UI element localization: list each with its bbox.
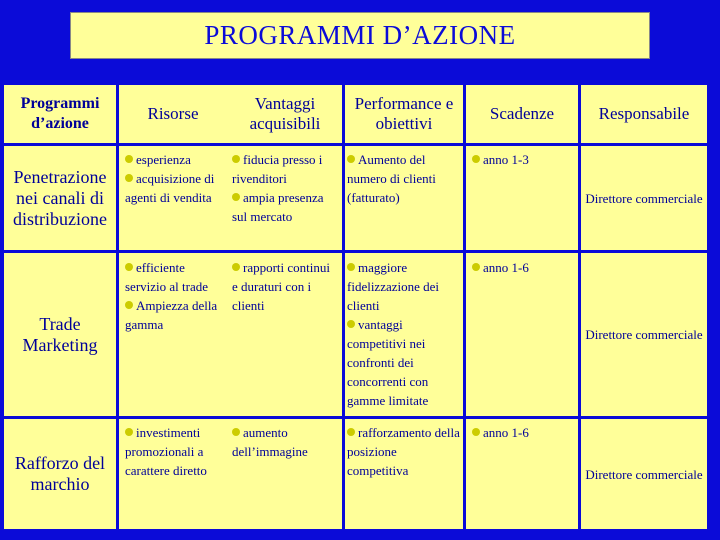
row3-performance [345, 419, 463, 529]
row1-responsabile-text: Direttore commerciale [585, 190, 703, 206]
bullet-icon [472, 155, 480, 163]
row3-programma-text: Rafforzo del marchio [14, 453, 106, 494]
bullet-icon [232, 428, 240, 436]
row3-risorsa-1: investimenti promozionali a carattere diretto [125, 425, 207, 478]
row3-responsabile-text: Direttore commerciale [585, 466, 703, 482]
row2-responsabile [581, 253, 707, 416]
row2-responsabile-text: Direttore commerciale [585, 327, 703, 342]
row1-risorse-vantaggi [119, 146, 342, 250]
bullet-icon [347, 320, 355, 328]
row1-vantaggio-1: fiducia presso i rivenditori [232, 152, 323, 186]
row1-scadenza: anno 1-3 [483, 152, 529, 167]
row1-scadenze [466, 146, 578, 250]
header-vantaggi: Vantaggi acquisibili [249, 94, 321, 133]
header-risorse: Risorse [147, 104, 199, 123]
bullet-icon [232, 263, 240, 271]
row2-performance-1: maggiore fidelizzazione dei clienti [347, 260, 440, 313]
row1-responsabile [581, 146, 707, 250]
row2-scadenza: anno 1-6 [483, 260, 529, 275]
bullet-icon [125, 174, 133, 182]
bullet-icon [125, 155, 133, 163]
bullet-icon [347, 428, 355, 436]
row1-performance [345, 146, 463, 250]
row3-risorse-vantaggi [119, 419, 342, 529]
header-programmi: Programmi d’azione [4, 85, 116, 143]
row1-risorsa-2: acquisizione di agenti di vendita [125, 171, 215, 205]
row3-scadenze [466, 419, 578, 529]
row2-scadenze [466, 253, 578, 416]
header-performance: Performance e obiettivi [345, 85, 463, 143]
row1-risorsa-1: esperienza [125, 150, 229, 169]
bullet-icon [472, 428, 480, 436]
header-responsabile: Responsabile [581, 85, 707, 143]
row2-risorsa-2: Ampiezza della gamma [125, 298, 218, 332]
bullet-icon [347, 155, 355, 163]
row2-programma-text: Trade Marketing [22, 313, 98, 355]
row1-programma-text: Penetrazione nei canali di distribuzione [13, 166, 107, 229]
row3-performance-1: rafforzamento della posizione competitiva [347, 425, 460, 478]
bullet-icon [125, 428, 133, 436]
bullet-icon [347, 263, 355, 271]
row2-risorse-vantaggi [119, 253, 342, 416]
row1-performance-1: Aumento del numero di clienti (fatturato) [347, 152, 436, 205]
row2-performance-2: vantaggi competitivi nei confronti dei concorrenti con gamme limitate [347, 317, 429, 408]
bullet-icon [232, 155, 240, 163]
row3-programma [4, 419, 116, 529]
row3-scadenza: anno 1-6 [483, 425, 529, 440]
header-risorse-vantaggi [119, 85, 342, 143]
header-scadenze: Scadenze [466, 85, 578, 143]
row1-programma [4, 146, 116, 250]
row2-vantaggio-1: rapporti continui e duraturi con i clienti [232, 260, 331, 313]
row1-vantaggio-2: ampia presenza sul mercato [232, 190, 324, 224]
bullet-icon [472, 263, 480, 271]
bullet-icon [125, 301, 133, 309]
bullet-icon [232, 193, 240, 201]
row2-performance [345, 253, 463, 416]
row2-risorsa-1: efficiente servizio al trade [125, 260, 209, 294]
row2-programma [4, 253, 116, 416]
bullet-icon [125, 263, 133, 271]
row3-responsabile [581, 419, 707, 529]
row3-vantaggio-1: aumento dell’immagine [232, 425, 308, 459]
page-title: PROGRAMMI D’AZIONE [70, 12, 650, 59]
